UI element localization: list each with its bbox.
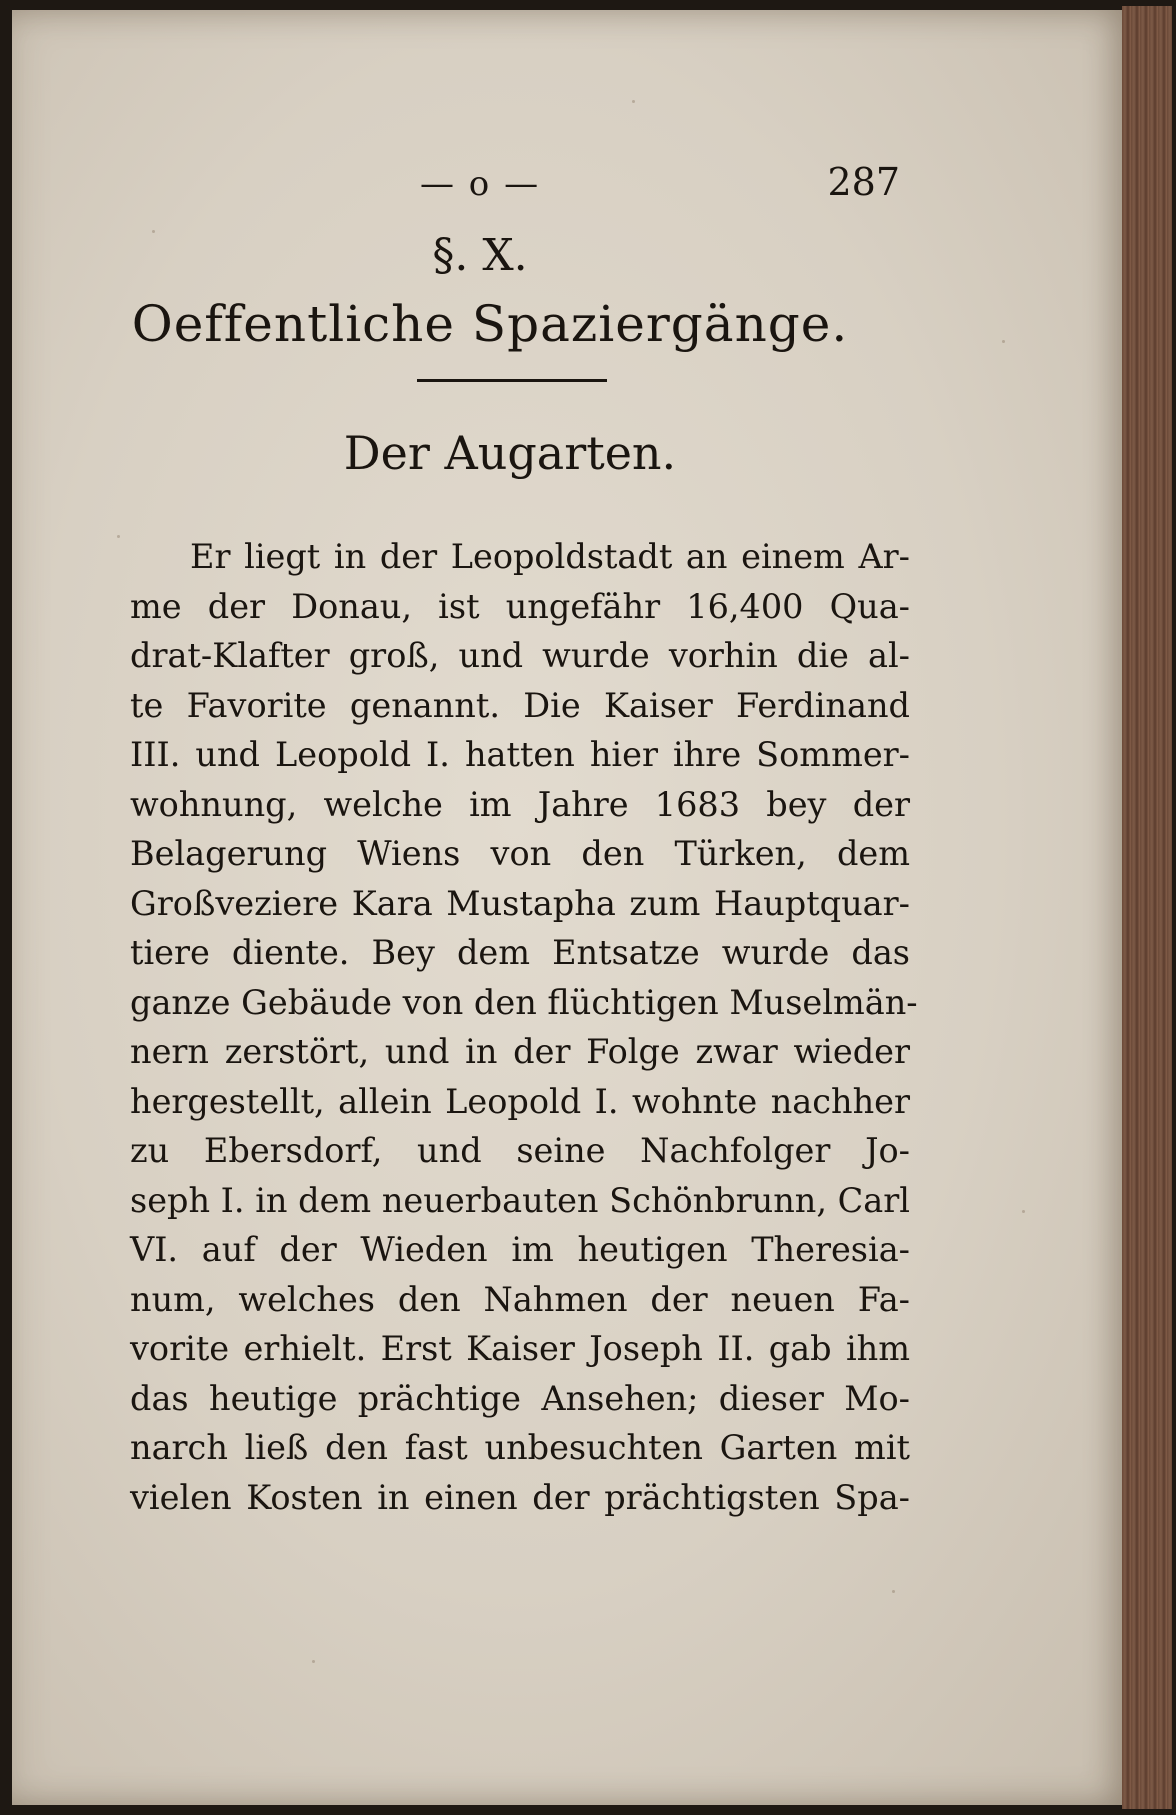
text-line: seph I. in dem neuerbauten Schönbrunn, Carl xyxy=(130,1180,911,1220)
text-line: VI. auf der Wieden im heutigen Theresia- xyxy=(130,1230,910,1269)
text-block xyxy=(130,160,918,1522)
running-header xyxy=(130,160,910,216)
paper-speck xyxy=(117,535,120,538)
page-edges xyxy=(1122,6,1172,1809)
text-line: zu Ebersdorf, und seine Nachfolger Jo- xyxy=(130,1131,910,1170)
body-paragraph xyxy=(130,532,918,1522)
text-line: ganze Gebäude von den flüchtigen Muselmän- xyxy=(130,982,918,1022)
text-line: nern zerstört, und in der Folge zwar wieder xyxy=(130,1032,910,1071)
text-line: me der Donau, ist ungefähr 16,400 Qua- xyxy=(130,586,910,626)
text-line: Belagerung Wiens von den Türken, dem xyxy=(130,834,910,873)
title-rule xyxy=(417,379,607,382)
chapter-title: Oeffentliche Spaziergänge. xyxy=(131,295,849,353)
paper-speck xyxy=(892,1590,895,1593)
header-ornament: — o — xyxy=(420,164,541,204)
text-line: tiere diente. Bey dem Entsatze wurde das xyxy=(130,933,910,972)
text-line: Großveziere Kara Mustapha zum Hauptquar- xyxy=(130,883,910,923)
paper-speck xyxy=(1002,340,1005,343)
text-line: Er liegt in der Leopoldstadt an einem Ar- xyxy=(190,537,910,576)
text-line: das heutige prächtige Ansehen; dieser Mo- xyxy=(130,1378,910,1418)
text-line: vorite erhielt. Erst Kaiser Joseph II. gab ihm xyxy=(130,1329,910,1368)
text-line: te Favorite genannt. Die Kaiser Ferdinand xyxy=(130,685,910,725)
section-number: §. X. xyxy=(432,230,528,281)
subsection-title: Der Augarten. xyxy=(343,426,677,480)
text-line: III. und Leopold I. hatten hier ihre Sommer- xyxy=(130,735,910,774)
paper-speck xyxy=(632,100,635,103)
text-line: wohnung, welche im Jahre 1683 bey der xyxy=(130,784,910,824)
text-line: narch ließ den fast unbesuchten Garten mit xyxy=(130,1428,910,1467)
text-line: vielen Kosten in einen der prächtigsten Spa- xyxy=(130,1477,910,1517)
page-number: 287 xyxy=(827,160,900,204)
paper-speck xyxy=(312,1660,315,1663)
paper-speck xyxy=(1022,1210,1025,1213)
text-line: drat-Klafter groß, und wurde vorhin die al- xyxy=(130,636,910,675)
text-line: hergestellt, allein Leopold I. wohnte nachher xyxy=(130,1081,910,1121)
text-line: num, welches den Nahmen der neuen Fa- xyxy=(130,1279,910,1319)
